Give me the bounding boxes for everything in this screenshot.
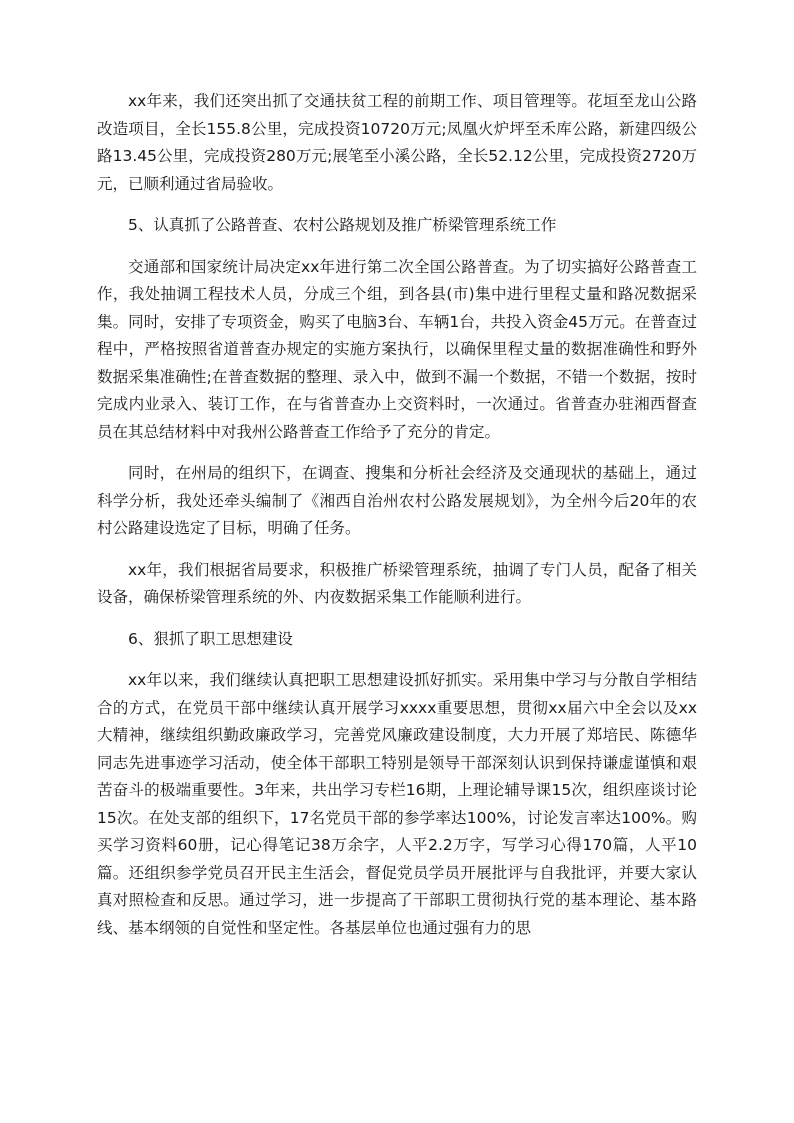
paragraph-rural-road-plan: 同时，在州局的组织下，在调查、搜集和分析社会经济及交通现状的基础上，通过科学分析，我处还牵头编制了《湘西自治州农村公路发展规划》，为全州今后20年的农村公路建设选定了目标，明确了任务。 bbox=[97, 464, 697, 537]
paragraph-road-census: 交通部和国家统计局决定xx年进行第二次全国公路普查。为了切实搞好公路普查工作，我处抽调工程技术人员，分成三个组，到各县(市)集中进行里程丈量和路况数据采集。同时，安排了专项资金，购买了电脑3台、车辆1台，共投入资金45万元。在普查过程中，严格按照省道普查办规定的实施方案执行，以确保里程丈量的数据准确性和野外数据采集准确性;在普查数据的整理、录入中，做到不漏一个数据，不错一个数据，按时完成内业录入、装订工作，在与省普查办上交资料时，一次通过。省普查办驻湘西督查员在其总结材料中对我州公路普查工作给予了充分的肯定。 bbox=[97, 257, 697, 441]
paragraph-poverty-projects: xx年来，我们还突出抓了交通扶贫工程的前期工作、项目管理等。花垣至龙山公路改造项目，全长155.8公里，完成投资10720万元;凤凰火炉坪至禾库公路，新建四级公路13.45公里，完成投资280万元;展笔至小溪公路，全长52.12公里，完成投资2720万元，已顺利通过省局验收。 bbox=[97, 92, 697, 193]
document-page bbox=[97, 88, 697, 956]
paragraph-staff-ideology: xx年以来，我们继续认真把职工思想建设抓好抓实。采用集中学习与分散自学相结合的方式，在党员干部中继续认真开展学习xxxx重要思想，贯彻xx届六中全会以及xx大精神，继续组织勤政廉政学习，完善党风廉政建设制度，大力开展了郑培民、陈德华同志先进事迹学习活动，使全体干部职工特别是领导干部深刻认识到保持谦虚谨慎和艰苦奋斗的极端重要性。3年来，共出学习专栏16期，上理论辅导课15次，组织座谈讨论15次。在处支部的组织下，17名党员干部的参学率达100%，讨论发言率达100%。购买学习资料60册，记心得笔记38万余字，人平2.2万字，写学习心得170篇，人平10篇。还组织参学党员召开民主生活会，督促党员学员开展批评与自我批评，并要大家认真对照检查和反思。通过学习，进一步提高了干部职工贯彻执行党的基本理论、基本路线、基本纲领的自觉性和坚定性。各基层单位也通过强有力的思 bbox=[97, 671, 697, 937]
paragraph-bridge-system: xx年，我们根据省局要求，积极推广桥梁管理系统，抽调了专门人员，配备了相关设备，确保桥梁管理系统的外、内夜数据采集工作能顺利进行。 bbox=[97, 560, 697, 606]
section-heading-5: 5、认真抓了公路普查、农村公路规划及推广桥梁管理系统工作 bbox=[128, 216, 557, 234]
section-heading-6: 6、狠抓了职工思想建设 bbox=[128, 629, 293, 648]
